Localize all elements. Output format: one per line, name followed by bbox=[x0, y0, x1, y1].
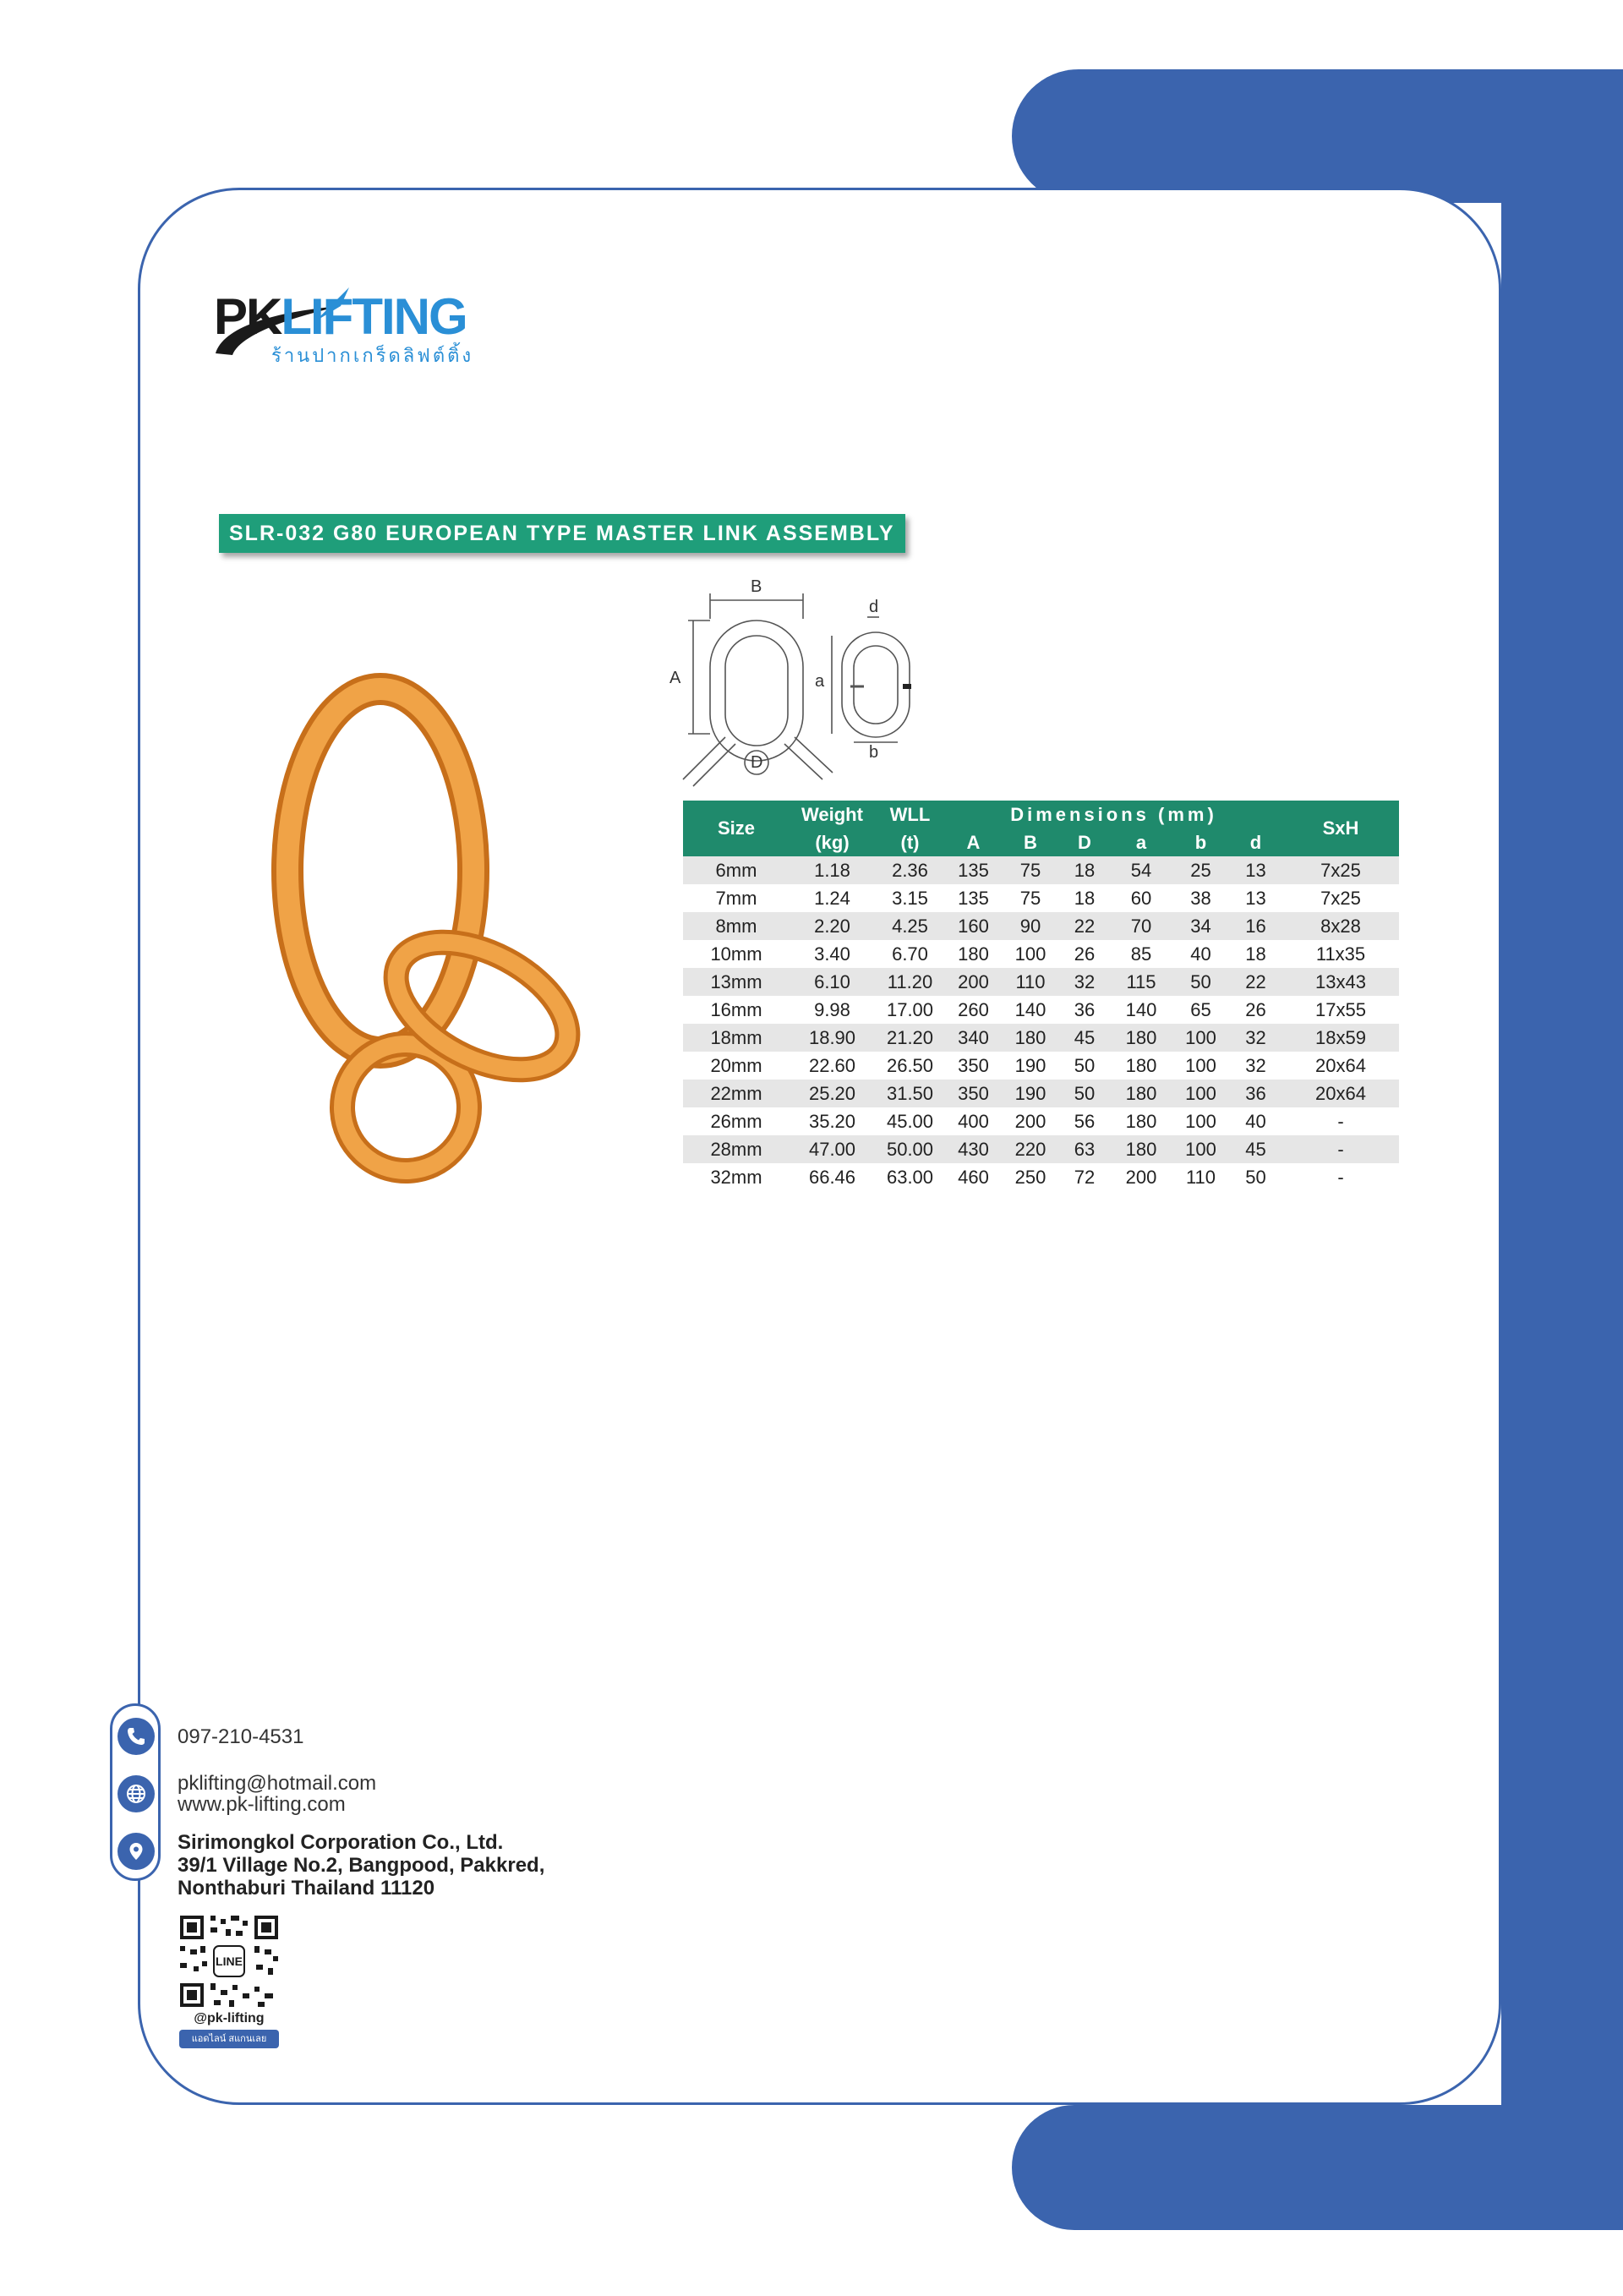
cell-d: 40 bbox=[1229, 1107, 1282, 1135]
cell-b: 100 bbox=[1172, 1107, 1229, 1135]
cell-B: 110 bbox=[1002, 968, 1059, 996]
cell-sxh: 8x28 bbox=[1282, 912, 1399, 940]
cell-weight: 1.24 bbox=[790, 884, 875, 912]
cell-b: 40 bbox=[1172, 940, 1229, 968]
col-header-b: b bbox=[1172, 828, 1229, 856]
cell-weight: 22.60 bbox=[790, 1052, 875, 1080]
col-header-wll: WLL bbox=[875, 801, 945, 828]
cell-sxh: 11x35 bbox=[1282, 940, 1399, 968]
cell-d: 18 bbox=[1229, 940, 1282, 968]
cell-weight: 9.98 bbox=[790, 996, 875, 1024]
cell-wll: 6.70 bbox=[875, 940, 945, 968]
cell-wll: 3.15 bbox=[875, 884, 945, 912]
corner-accent-bottom bbox=[1012, 2105, 1623, 2230]
cell-weight: 3.40 bbox=[790, 940, 875, 968]
cell-a: 200 bbox=[1110, 1163, 1172, 1191]
cell-sxh: 20x64 bbox=[1282, 1052, 1399, 1080]
col-header-A: A bbox=[945, 828, 1002, 856]
cell-a: 85 bbox=[1110, 940, 1172, 968]
cell-B: 220 bbox=[1002, 1135, 1059, 1163]
cell-a: 180 bbox=[1110, 1080, 1172, 1107]
logo-wordmark bbox=[214, 287, 467, 347]
cell-sxh: 7x25 bbox=[1282, 884, 1399, 912]
cell-B: 200 bbox=[1002, 1107, 1059, 1135]
cell-wll: 63.00 bbox=[875, 1163, 945, 1191]
col-header-sxh: SxH bbox=[1282, 801, 1399, 856]
cell-B: 100 bbox=[1002, 940, 1059, 968]
cell-wll: 2.36 bbox=[875, 856, 945, 884]
cell-sxh: 17x55 bbox=[1282, 996, 1399, 1024]
col-header-d: d bbox=[1229, 828, 1282, 856]
table-row bbox=[683, 940, 1399, 968]
diagram-label-D: D bbox=[751, 753, 763, 772]
cell-D: 63 bbox=[1059, 1135, 1110, 1163]
cell-D: 26 bbox=[1059, 940, 1110, 968]
cell-D: 18 bbox=[1059, 856, 1110, 884]
cell-a: 180 bbox=[1110, 1024, 1172, 1052]
cell-A: 260 bbox=[945, 996, 1002, 1024]
cell-D: 36 bbox=[1059, 996, 1110, 1024]
cell-a: 180 bbox=[1110, 1135, 1172, 1163]
col-header-size: Size bbox=[683, 801, 790, 856]
cell-size: 32mm bbox=[683, 1163, 790, 1191]
contact-phone[interactable]: 097-210-4531 bbox=[178, 1725, 304, 1748]
cell-weight: 1.18 bbox=[790, 856, 875, 884]
diagram-label-b: b bbox=[869, 743, 879, 762]
diagram-label-B: B bbox=[751, 577, 762, 596]
cell-size: 20mm bbox=[683, 1052, 790, 1080]
col-header-dimensions: Dimensions (mm) bbox=[945, 801, 1282, 828]
col-header-wll-unit: (t) bbox=[875, 828, 945, 856]
cell-wll: 26.50 bbox=[875, 1052, 945, 1080]
contact-address-line2: Nonthaburi Thailand 11120 bbox=[178, 1877, 435, 1900]
diagram-label-d: d bbox=[869, 598, 879, 616]
cell-d: 36 bbox=[1229, 1080, 1282, 1107]
cell-wll: 50.00 bbox=[875, 1135, 945, 1163]
cell-d: 32 bbox=[1229, 1052, 1282, 1080]
cell-B: 140 bbox=[1002, 996, 1059, 1024]
cell-A: 160 bbox=[945, 912, 1002, 940]
cell-size: 16mm bbox=[683, 996, 790, 1024]
cell-size: 6mm bbox=[683, 856, 790, 884]
cell-d: 45 bbox=[1229, 1135, 1282, 1163]
cell-weight: 35.20 bbox=[790, 1107, 875, 1135]
master-link-assembly-illustration-icon bbox=[254, 668, 609, 1192]
logo-thai-tagline: ร้านปากเกร็ดลิฟต์ติ้ง bbox=[271, 345, 474, 366]
cell-sxh: - bbox=[1282, 1107, 1399, 1135]
cell-wll: 17.00 bbox=[875, 996, 945, 1024]
cell-A: 180 bbox=[945, 940, 1002, 968]
cell-b: 34 bbox=[1172, 912, 1229, 940]
cell-A: 200 bbox=[945, 968, 1002, 996]
cell-A: 350 bbox=[945, 1080, 1002, 1107]
cell-a: 180 bbox=[1110, 1107, 1172, 1135]
cell-size: 22mm bbox=[683, 1080, 790, 1107]
cell-d: 13 bbox=[1229, 856, 1282, 884]
table-row bbox=[683, 1107, 1399, 1135]
cell-b: 65 bbox=[1172, 996, 1229, 1024]
cell-weight: 18.90 bbox=[790, 1024, 875, 1052]
cell-wll: 11.20 bbox=[875, 968, 945, 996]
table-row bbox=[683, 856, 1399, 884]
table-row bbox=[683, 1135, 1399, 1163]
cell-B: 180 bbox=[1002, 1024, 1059, 1052]
col-header-B: B bbox=[1002, 828, 1059, 856]
side-accent-bar bbox=[1501, 101, 1623, 2181]
cell-b: 100 bbox=[1172, 1080, 1229, 1107]
cell-d: 26 bbox=[1229, 996, 1282, 1024]
cell-sxh: 18x59 bbox=[1282, 1024, 1399, 1052]
cell-size: 26mm bbox=[683, 1107, 790, 1135]
col-header-a: a bbox=[1110, 828, 1172, 856]
cell-size: 28mm bbox=[683, 1135, 790, 1163]
globe-icon bbox=[117, 1775, 155, 1812]
cell-d: 50 bbox=[1229, 1163, 1282, 1191]
cell-D: 32 bbox=[1059, 968, 1110, 996]
pk-lifting-logo bbox=[214, 287, 501, 380]
table-row bbox=[683, 996, 1399, 1024]
cell-weight: 2.20 bbox=[790, 912, 875, 940]
spec-table bbox=[683, 801, 1399, 1191]
col-header-D: D bbox=[1059, 828, 1110, 856]
cell-B: 90 bbox=[1002, 912, 1059, 940]
cell-A: 135 bbox=[945, 884, 1002, 912]
cell-D: 72 bbox=[1059, 1163, 1110, 1191]
cell-a: 70 bbox=[1110, 912, 1172, 940]
cell-A: 340 bbox=[945, 1024, 1002, 1052]
cell-b: 25 bbox=[1172, 856, 1229, 884]
cell-size: 18mm bbox=[683, 1024, 790, 1052]
cell-d: 32 bbox=[1229, 1024, 1282, 1052]
cell-D: 45 bbox=[1059, 1024, 1110, 1052]
line-footer: แอดไลน์ สแกนเลย bbox=[179, 2030, 279, 2048]
cell-sxh: 20x64 bbox=[1282, 1080, 1399, 1107]
cell-wll: 4.25 bbox=[875, 912, 945, 940]
cell-weight: 47.00 bbox=[790, 1135, 875, 1163]
cell-d: 16 bbox=[1229, 912, 1282, 940]
cell-D: 56 bbox=[1059, 1107, 1110, 1135]
cell-size: 8mm bbox=[683, 912, 790, 940]
cell-wll: 31.50 bbox=[875, 1080, 945, 1107]
cell-b: 38 bbox=[1172, 884, 1229, 912]
contact-address-line1: 39/1 Village No.2, Bangpood, Pakkred, bbox=[178, 1854, 545, 1877]
cell-a: 180 bbox=[1110, 1052, 1172, 1080]
dimension-diagram-icon bbox=[658, 568, 920, 790]
cell-d: 22 bbox=[1229, 968, 1282, 996]
cell-a: 115 bbox=[1110, 968, 1172, 996]
contact-company: Sirimongkol Corporation Co., Ltd. bbox=[178, 1831, 504, 1854]
cell-b: 100 bbox=[1172, 1052, 1229, 1080]
diagram-label-A: A bbox=[669, 669, 681, 687]
table-row bbox=[683, 968, 1399, 996]
cell-B: 190 bbox=[1002, 1052, 1059, 1080]
logo-lifting-text: LIFTING bbox=[281, 288, 467, 345]
cell-b: 100 bbox=[1172, 1024, 1229, 1052]
location-pin-icon bbox=[117, 1833, 155, 1870]
cell-B: 75 bbox=[1002, 884, 1059, 912]
cell-size: 7mm bbox=[683, 884, 790, 912]
col-header-weight-unit: (kg) bbox=[790, 828, 875, 856]
cell-size: 13mm bbox=[683, 968, 790, 996]
cell-B: 250 bbox=[1002, 1163, 1059, 1191]
logo-pk-text: PK bbox=[214, 288, 281, 345]
table-row bbox=[683, 1163, 1399, 1191]
cell-weight: 66.46 bbox=[790, 1163, 875, 1191]
spec-table-body bbox=[683, 856, 1399, 1191]
qr-line-label: LINE bbox=[216, 1954, 243, 1968]
contact-email[interactable]: pklifting@hotmail.com bbox=[178, 1772, 377, 1795]
cell-D: 50 bbox=[1059, 1080, 1110, 1107]
cell-A: 400 bbox=[945, 1107, 1002, 1135]
col-header-weight: Weight bbox=[790, 801, 875, 828]
cell-b: 110 bbox=[1172, 1163, 1229, 1191]
cell-wll: 21.20 bbox=[875, 1024, 945, 1052]
cell-sxh: 7x25 bbox=[1282, 856, 1399, 884]
cell-a: 54 bbox=[1110, 856, 1172, 884]
cell-D: 18 bbox=[1059, 884, 1110, 912]
table-row bbox=[683, 912, 1399, 940]
cell-a: 140 bbox=[1110, 996, 1172, 1024]
line-qr-block[interactable] bbox=[177, 1912, 281, 2052]
qr-code-icon bbox=[177, 1912, 281, 2010]
contact-website[interactable]: www.pk-lifting.com bbox=[178, 1793, 346, 1816]
phone-icon bbox=[117, 1718, 155, 1755]
cell-weight: 6.10 bbox=[790, 968, 875, 996]
cell-weight: 25.20 bbox=[790, 1080, 875, 1107]
table-row bbox=[683, 1080, 1399, 1107]
cell-b: 50 bbox=[1172, 968, 1229, 996]
cell-A: 350 bbox=[945, 1052, 1002, 1080]
cell-sxh: 13x43 bbox=[1282, 968, 1399, 996]
product-title: SLR-032 G80 EUROPEAN TYPE MASTER LINK ASSEMBLY bbox=[219, 514, 905, 553]
cell-d: 13 bbox=[1229, 884, 1282, 912]
cell-sxh: - bbox=[1282, 1135, 1399, 1163]
cell-size: 10mm bbox=[683, 940, 790, 968]
cell-D: 22 bbox=[1059, 912, 1110, 940]
cell-a: 60 bbox=[1110, 884, 1172, 912]
table-row bbox=[683, 1024, 1399, 1052]
table-row bbox=[683, 1052, 1399, 1080]
cell-b: 100 bbox=[1172, 1135, 1229, 1163]
cell-B: 190 bbox=[1002, 1080, 1059, 1107]
cell-A: 135 bbox=[945, 856, 1002, 884]
cell-A: 430 bbox=[945, 1135, 1002, 1163]
cell-B: 75 bbox=[1002, 856, 1059, 884]
diagram-label-a: a bbox=[815, 672, 825, 691]
cell-sxh: - bbox=[1282, 1163, 1399, 1191]
line-id: @pk-lifting bbox=[194, 2011, 265, 2025]
cell-D: 50 bbox=[1059, 1052, 1110, 1080]
table-row bbox=[683, 884, 1399, 912]
cell-wll: 45.00 bbox=[875, 1107, 945, 1135]
cell-A: 460 bbox=[945, 1163, 1002, 1191]
